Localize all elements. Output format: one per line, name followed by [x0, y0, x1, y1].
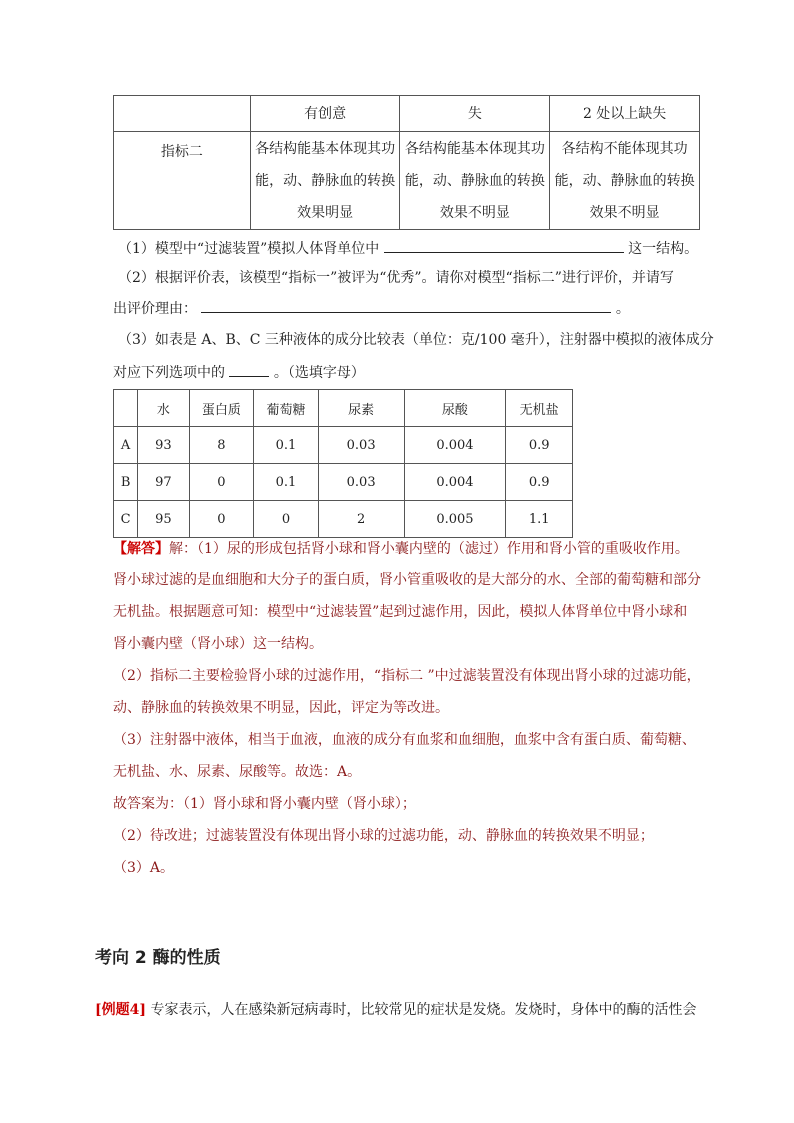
- eval-cell: 有创意: [250, 96, 400, 132]
- example-tag: [例题4]: [95, 1002, 146, 1018]
- answer-line: （2）待改进；过滤装置没有体现出肾小球的过滤功能，动、静脉血的转换效果不明显；: [113, 828, 654, 844]
- composition-table: [113, 389, 573, 538]
- answer-line: 肾小囊内壁（肾小球）这一结构。: [113, 636, 323, 652]
- answer-line: 无机盐。根据题意可知：模型中“过滤装置”起到过滤作用，因此，模拟人体肾单位中肾小球和: [113, 604, 688, 620]
- comp-header: 尿酸: [404, 390, 506, 427]
- eval-cell: [114, 96, 251, 132]
- section-heading: 考向 2 酶的性质: [95, 948, 221, 968]
- answer-line: （3）A。: [113, 860, 175, 876]
- question-2-line2: 出评价理由： 。: [113, 298, 630, 319]
- eval-cell: 各结构不能体现其功 能，动、静脉血的转换 效果不明显: [550, 132, 700, 230]
- comp-header: 蛋白质: [189, 390, 254, 427]
- eval-cell: 2 处以上缺失: [550, 96, 700, 132]
- evaluation-table: [113, 95, 700, 230]
- eval-cell: 各结构能基本体现其功 能，动、静脉血的转换 效果不明显: [400, 132, 550, 230]
- comp-header: 尿素: [318, 390, 404, 427]
- table-row: A 93 8 0.1 0.03 0.004 0.9: [114, 427, 573, 464]
- example-4: [例题4] 专家表示，人在感染新冠病毒时，比较常见的症状是发烧。发烧时，身体中的酶的活性会: [95, 1002, 697, 1018]
- question-2-line1: （2）根据评价表，该模型“指标一”被评为“优秀”。请你对模型“指标二”进行评价，并请写: [118, 270, 674, 286]
- answer-blank[interactable]: [201, 298, 611, 313]
- answer-line: （3）注射器中液体，相当于血液，血液的成分有血浆和血细胞，血浆中含有蛋白质、葡萄糖、: [113, 732, 696, 748]
- table-row: B 97 0 0.1 0.03 0.004 0.9: [114, 464, 573, 501]
- answer-blank[interactable]: [384, 238, 624, 253]
- comp-header: 水: [138, 390, 189, 427]
- comp-header: [114, 390, 138, 427]
- answer-blank[interactable]: [229, 362, 269, 377]
- answer-line-1: 【解答】解：（1）尿的形成包括肾小球和肾小囊内壁的（滤过）作用和肾小管的重吸收作用。: [113, 541, 689, 557]
- answer-line: （2）指标二主要检验肾小球的过滤作用，“指标二 ”中过滤装置没有体现出肾小球的过滤功能，: [113, 668, 701, 684]
- answer-line: 无机盐、水、尿素、尿酸等。故选：A。: [113, 764, 362, 780]
- question-3-line1: （3）如表是 A、B、C 三种液体的成分比较表（单位：克/100 毫升），注射器中模拟的液体成分: [118, 332, 714, 348]
- table-row: C 95 0 0 2 0.005 1.1: [114, 501, 573, 538]
- question-1: （1）模型中“过滤装置”模拟人体肾单位中 这一结构。: [118, 238, 698, 259]
- answer-tag: 【解答】: [113, 541, 169, 557]
- eval-row-label: 指标二: [114, 132, 251, 230]
- question-3-line2: 对应下列选项中的 。（选填字母）: [113, 362, 365, 383]
- answer-line: 肾小球过滤的是血细胞和大分子的蛋白质，肾小管重吸收的是大部分的水、全部的葡萄糖和部分: [113, 572, 701, 588]
- answer-line: 故答案为：（1）肾小球和肾小囊内壁（肾小球）；: [113, 796, 416, 812]
- eval-cell: 各结构能基本体现其功 能，动、静脉血的转换 效果明显: [250, 132, 400, 230]
- eval-cell: 失: [400, 96, 550, 132]
- answer-line: 动、静脉血的转换效果不明显，因此，评定为等改进。: [113, 700, 449, 716]
- comp-header: 葡萄糖: [254, 390, 319, 427]
- comp-header: 无机盐: [506, 390, 573, 427]
